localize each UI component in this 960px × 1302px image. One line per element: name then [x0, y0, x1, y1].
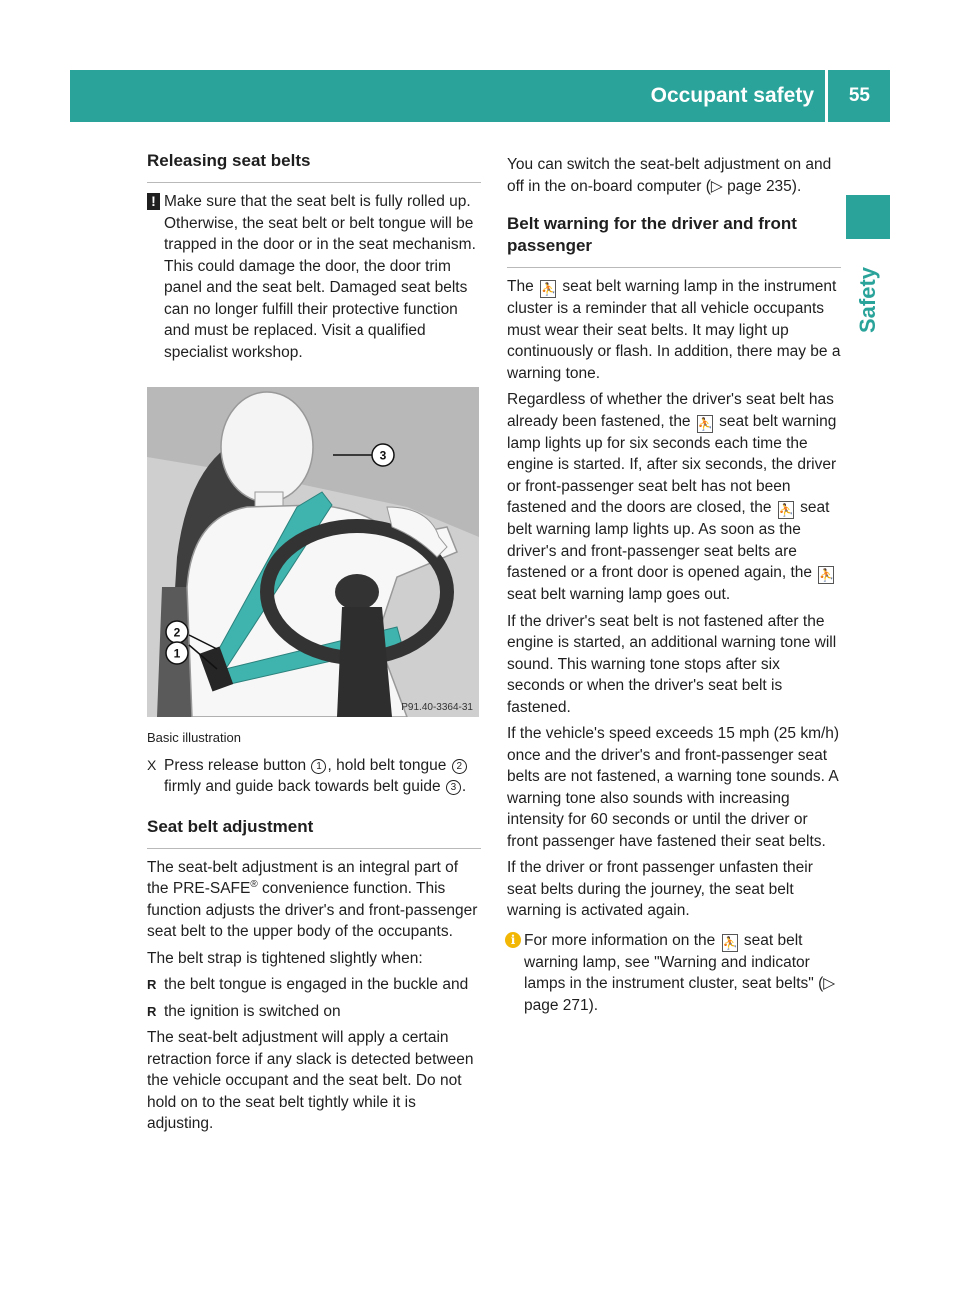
text: seat belt warning lamp lights up for six seconds each time the engine is started. If, after six seconds, the driver or front-passenger seat belt has not been fastened and the doors are closed, the — [507, 412, 837, 516]
step-text: . — [461, 778, 467, 795]
svg-text:1: 1 — [173, 646, 181, 661]
warning-icon: ! — [147, 193, 160, 210]
seat-belt-warning-icon: ⛹ — [697, 416, 713, 431]
step-arrow-icon: X — [147, 756, 157, 773]
info-note — [507, 930, 841, 1017]
text: You can switch the seat-belt adjustment on and off in the on-board computer ( — [507, 156, 832, 195]
paragraph: If the driver or front passenger unfasten their seat belts during the journey, the seat belt warning is activated again. — [507, 859, 813, 919]
svg-text:2: 2 — [173, 625, 181, 640]
list-item — [147, 1001, 481, 1023]
page-ref-arrow-icon: ▷ — [823, 975, 836, 992]
list-item-text: the belt tongue is engaged in the buckle and — [164, 976, 469, 993]
heading-belt-warning: Belt warning for the driver and front passenger — [507, 213, 841, 268]
side-tab-marker — [846, 195, 890, 239]
info-icon: i — [505, 932, 521, 948]
step-text: , hold belt tongue — [327, 756, 451, 774]
list-item-text: the ignition is switched on — [164, 1002, 341, 1020]
left-column — [147, 140, 481, 1140]
right-column — [507, 140, 841, 1021]
heading-releasing-seat-belts: Releasing seat belts — [147, 150, 481, 183]
paragraph: The seat-belt adjustment will apply a certain retraction force if any slack is detected between the vehicle occupant and the seat belt. Do not hold on to the seat belt tightly while it is adjusting. — [147, 1029, 474, 1132]
paragraph: If the vehicle's speed exceeds 15 mph (25 km/h) once and the driver's and front-passenger seat belts are not fastened, a warning tone sounds. A warning tone also sounds with increasing intensity for 60 seconds or until the driver or front passenger have fastened their seat belts. — [507, 725, 840, 850]
illustration-code: P91.40-3364-31 — [401, 702, 473, 713]
instruction-step — [147, 755, 481, 798]
text: The — [507, 278, 539, 295]
text: For more information on the — [524, 931, 720, 949]
text: page 271). — [524, 996, 599, 1014]
step-text: Press release button — [164, 756, 311, 774]
side-tab-label: Safety — [855, 266, 880, 334]
callout-3: 3 — [446, 780, 461, 795]
header-separator — [825, 70, 828, 122]
step-text: firmly and guide back towards belt guide — [164, 778, 445, 795]
text: page 235). — [722, 177, 802, 195]
seat-belt-warning-icon: ⛹ — [541, 282, 556, 296]
seat-belt-drawing — [147, 387, 479, 717]
bullet-icon: R — [147, 977, 157, 992]
text: seat belt warning lamp in the instrument cluster is a reminder that all vehicle occupants must wear their seat belts. It may light up continuously or flash. In addition, there may be a warning tone. — [507, 278, 841, 382]
warning-note — [147, 191, 481, 363]
seat-belt-warning-icon: ⛹ — [819, 568, 835, 582]
illustration-caption: Basic illustration — [147, 730, 241, 745]
section-title: Occupant safety — [650, 84, 814, 107]
paragraph: The belt strap is tightened slightly when: — [147, 949, 423, 967]
page-ref-arrow-icon: ▷ — [710, 177, 723, 195]
paragraph — [507, 389, 841, 606]
paragraph: If the driver's seat belt is not fastened after the engine is started, an additional warning tone will sound. This warning tone stops after six seconds or when the driver's seat belt is fastened. — [507, 612, 837, 716]
text: The seat-belt adjustment is an integral part of the PRE-SAFE — [147, 858, 459, 897]
heading-seat-belt-adjustment: Seat belt adjustment — [147, 816, 481, 849]
callout-1: 1 — [311, 759, 326, 774]
text: seat belt warning lamp lights up. As soon as the driver's and front-passenger seat belts are fastened or a front door is opened again, the — [507, 499, 830, 581]
paragraph — [507, 276, 841, 384]
side-tab — [846, 250, 890, 350]
paragraph — [507, 154, 841, 197]
seat-belt-warning-icon: ⛹ — [722, 935, 738, 950]
seat-belt-illustration — [147, 387, 479, 717]
header-bar — [70, 70, 890, 122]
callout-2: 2 — [452, 759, 467, 774]
page-number: 55 — [848, 85, 870, 106]
svg-text:3: 3 — [379, 448, 387, 463]
text: seat belt warning lamp, see "Warning and indicator lamps in the instrument cluster, seat belts" ( — [524, 931, 824, 992]
warning-text: Make sure that the seat belt is fully rolled up. Otherwise, the seat belt or belt tongue will be trapped in the door or in the seat mechanism. This could damage the door, the door trim panel and the seat belt. Damaged seat belts can no longer fulfill their protective function and must be replaced. Visit a qualified specialist workshop. — [164, 193, 476, 361]
bullet-icon: R — [147, 1003, 157, 1019]
paragraph — [147, 857, 481, 943]
list-item — [147, 974, 481, 996]
seat-belt-warning-icon: ⛹ — [778, 503, 794, 517]
text: convenience function. This function adjusts the driver's and front-passenger seat belt to the upper body of the occupants. — [147, 880, 478, 940]
text: Regardless of whether the driver's seat belt has already been fastened, the — [507, 391, 834, 430]
registered-mark: ® — [250, 878, 258, 890]
text: seat belt warning lamp goes out. — [507, 586, 731, 603]
